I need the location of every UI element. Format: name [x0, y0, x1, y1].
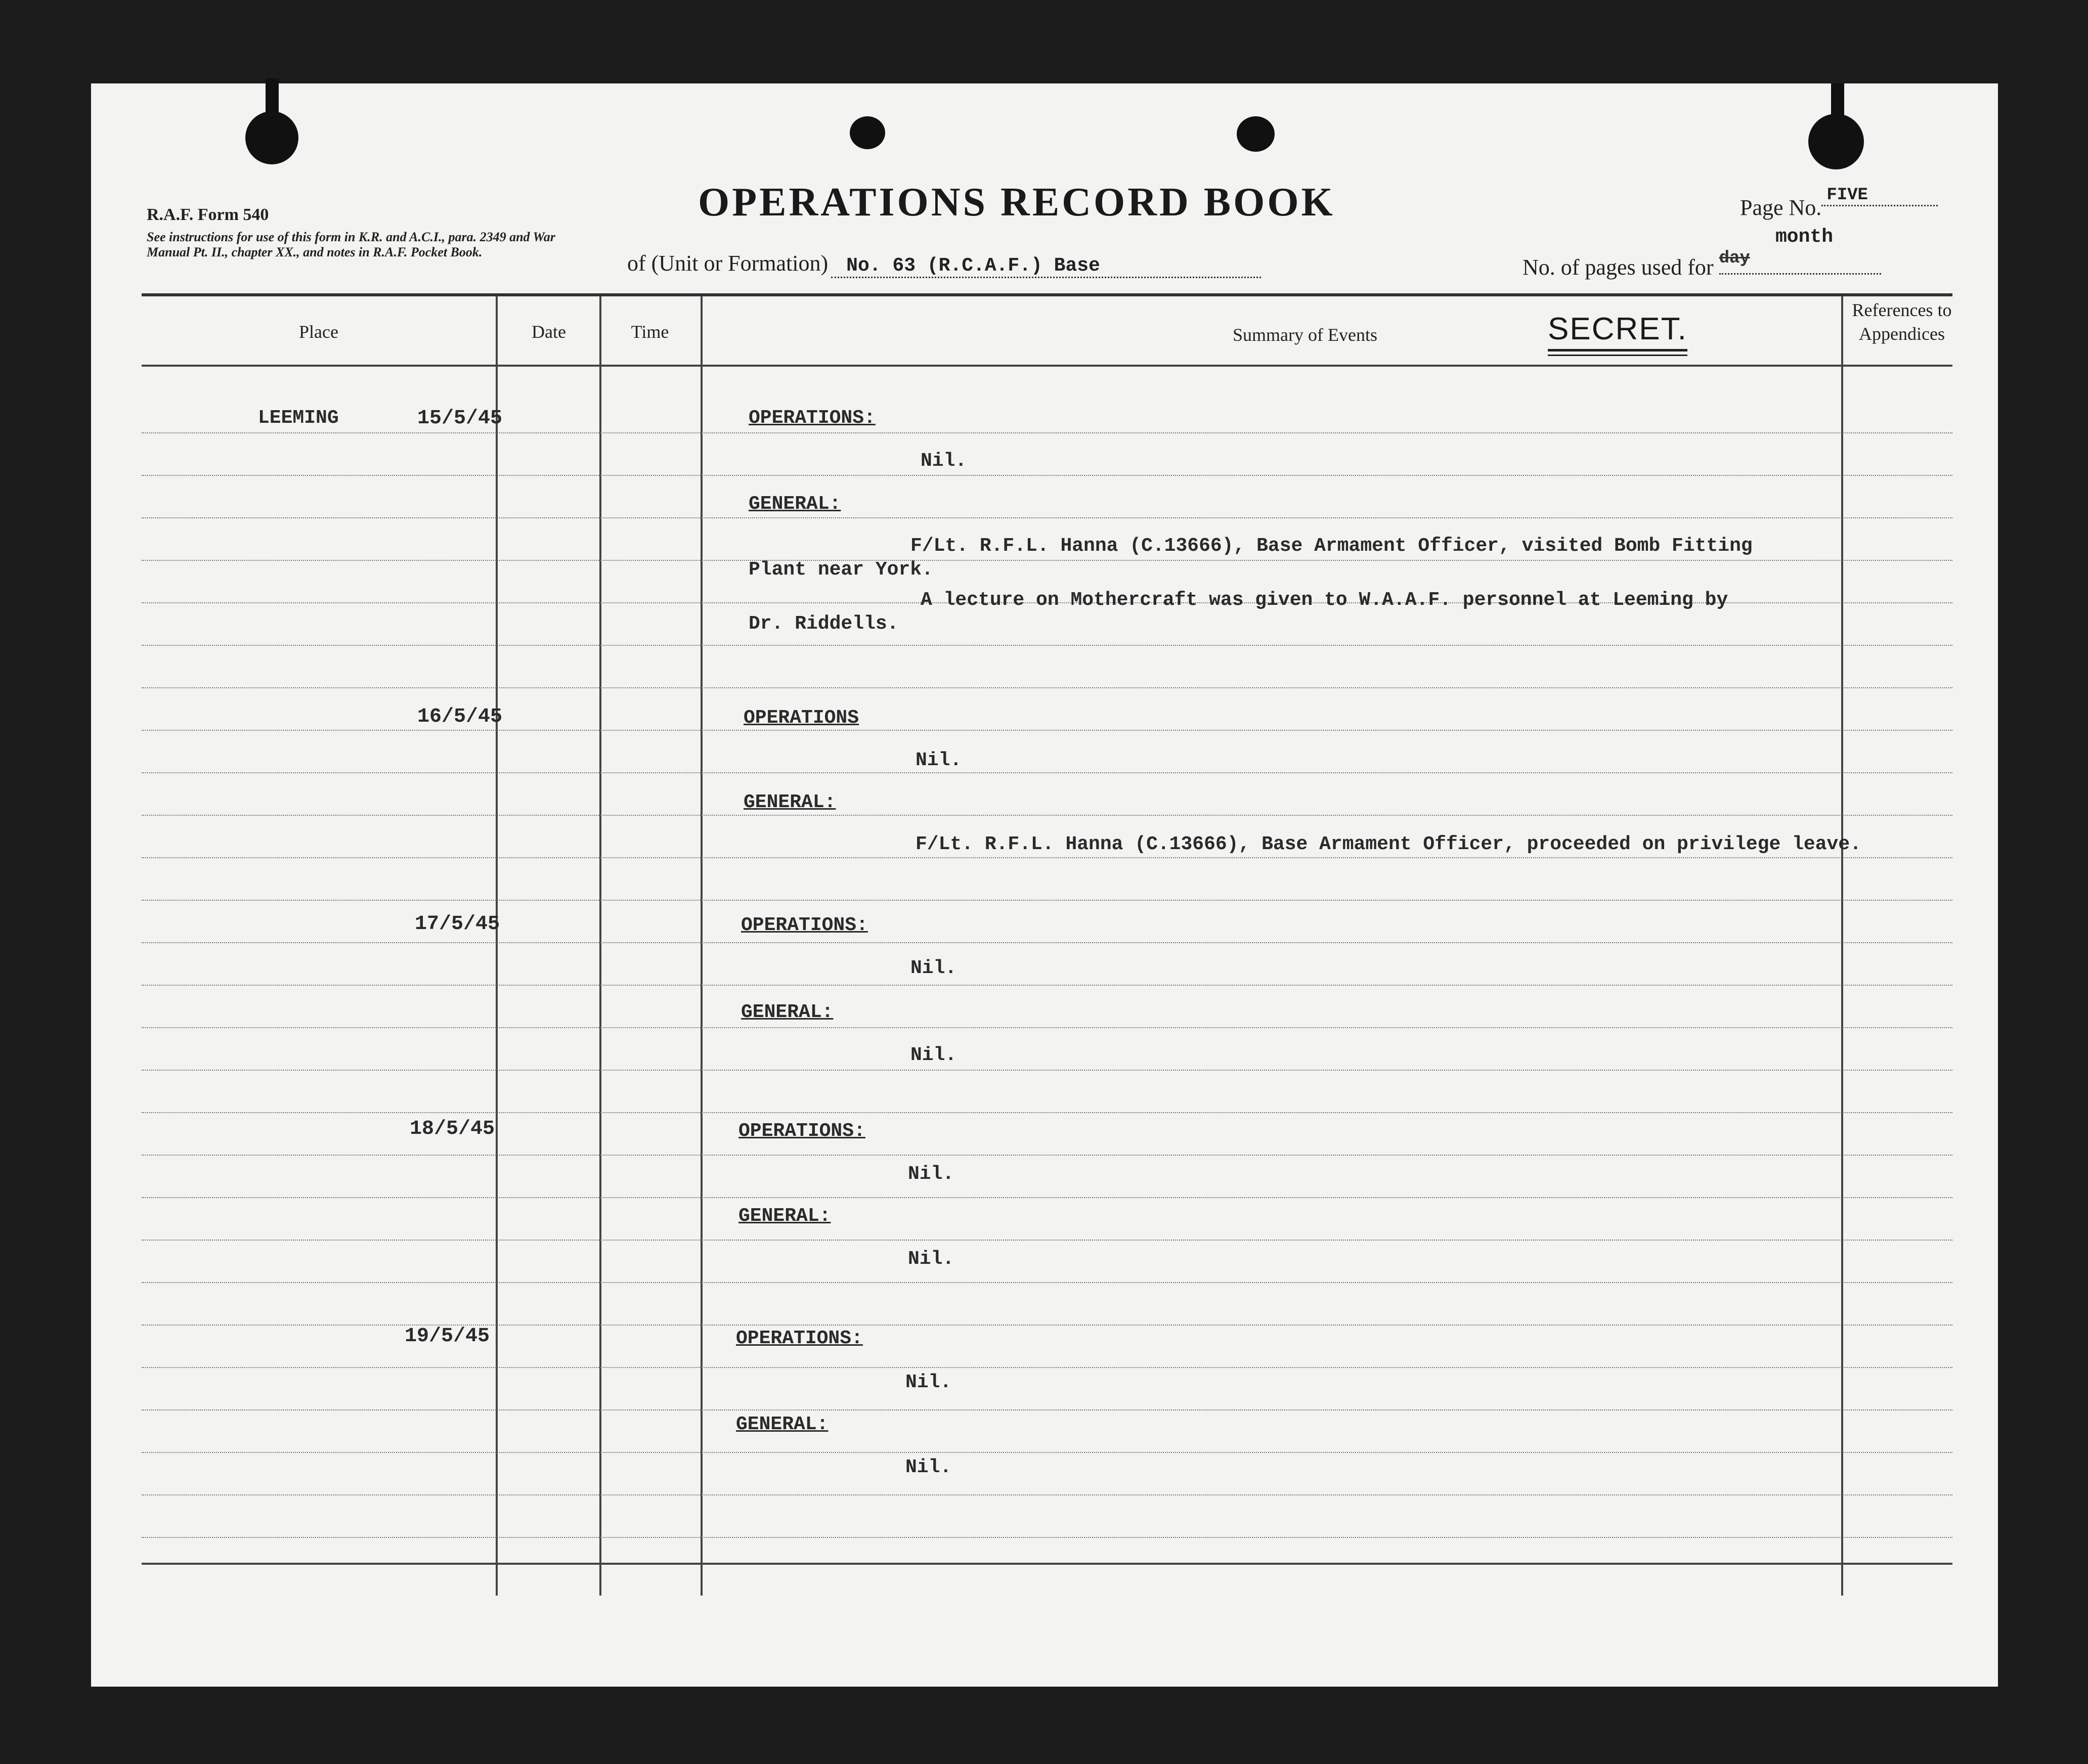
ruled-line [142, 815, 1952, 816]
general-heading: GENERAL: [744, 791, 836, 813]
operations-text: Nil. [921, 450, 967, 472]
page-title: OPERATIONS RECORD BOOK [698, 180, 1335, 225]
page-number-field [1740, 186, 1938, 221]
ruled-line [142, 687, 1952, 688]
form-instructions: See instructions for use of this form in K.R. and A.C.I., para. 2349 and War Manual Pt. II., chapter XX., and notes in R.A.F. Pocket Book. [147, 230, 555, 259]
unit-value: No. 63 (R.C.A.F.) Base [831, 255, 1261, 278]
general-heading: GENERAL: [736, 1414, 829, 1435]
bottom-rule [142, 1563, 1952, 1565]
ruled-line [142, 432, 1952, 433]
page-number-label: Page No. [1740, 195, 1822, 220]
operations-heading: OPERATIONS: [738, 1120, 865, 1142]
ruled-line [142, 1027, 1952, 1028]
ruled-line [142, 730, 1952, 731]
general-text-line: F/Lt. R.F.L. Hanna (C.13666), Base Armament Officer, visited Bomb Fitting [910, 535, 1753, 557]
binder-hole-left [245, 111, 298, 164]
ruled-line [142, 1240, 1952, 1241]
col-header-place: Place [299, 322, 338, 342]
ruled-line [142, 1452, 1952, 1453]
ruled-line [142, 1494, 1952, 1495]
column-header-rule [142, 365, 1952, 367]
general-heading: GENERAL: [738, 1205, 831, 1227]
col-header-references: References to Appendices [1852, 300, 1952, 344]
divider-place-date [496, 296, 498, 1596]
general-text-line: A lecture on Mothercraft was given to W.A.A.F. personnel at Leeming by [921, 589, 1728, 611]
ruled-line [142, 1537, 1952, 1538]
unit-field [627, 250, 1261, 278]
general-text-line: F/Lt. R.F.L. Hanna (C.13666), Base Armament Officer, proceeded on privilege leave. [916, 833, 1861, 855]
general-heading: GENERAL: [741, 1001, 834, 1023]
general-text-line: Dr. Riddells. [749, 613, 899, 635]
form-reference [147, 205, 561, 260]
operations-heading: OPERATIONS: [749, 407, 876, 429]
pages-used-value: month [1775, 226, 1834, 248]
entry-date: 17/5/45 [415, 913, 500, 936]
header-rule [142, 293, 1952, 296]
classification-stamp: SECRET. [1548, 311, 1687, 351]
entry-date: 15/5/45 [417, 407, 503, 430]
ruled-line [142, 645, 1952, 646]
pages-used-field [1522, 249, 1881, 280]
ruled-line [142, 475, 1952, 476]
col-header-summary: Summary of Events [1233, 325, 1377, 345]
col-header-time: Time [631, 322, 669, 342]
divider-date-time [599, 296, 601, 1596]
general-heading: GENERAL: [749, 493, 841, 515]
ruled-line [142, 517, 1952, 518]
col-header-date: Date [532, 322, 566, 342]
operations-text: Nil. [905, 1372, 952, 1393]
ruled-line [142, 942, 1952, 943]
operations-heading: OPERATIONS: [741, 914, 868, 936]
ruled-line [142, 985, 1952, 986]
ruled-line [142, 1112, 1952, 1113]
general-text: Nil. [910, 1044, 957, 1066]
punch-hole-center-right [1237, 116, 1275, 152]
general-text: Nil. [908, 1248, 954, 1270]
pages-used-struck: day [1719, 249, 1750, 268]
general-text: Nil. [905, 1457, 952, 1478]
ruled-line [142, 1155, 1952, 1156]
unit-label: of (Unit or Formation) [627, 251, 829, 276]
operations-text: Nil. [908, 1163, 954, 1185]
divider-summary-references [1841, 296, 1843, 1596]
ruled-line [142, 1367, 1952, 1368]
general-text-line: Plant near York. [749, 559, 933, 581]
ruled-line [142, 857, 1952, 858]
binder-hole-right [1808, 114, 1864, 169]
form-name: R.A.F. Form 540 [147, 205, 269, 224]
ruled-line [142, 772, 1952, 773]
ruled-line [142, 1070, 1952, 1071]
punch-hole-center-left [850, 116, 885, 149]
ruled-line [142, 900, 1952, 901]
place-value: LEEMING [258, 407, 339, 429]
record-sheet [91, 83, 1998, 1687]
divider-time-summary [701, 296, 703, 1596]
entry-date: 16/5/45 [417, 705, 503, 728]
pages-used-label: No. of pages used for [1522, 255, 1714, 280]
pages-used-fill [1719, 249, 1881, 275]
operations-text: Nil. [916, 749, 962, 771]
ruled-line [142, 1409, 1952, 1410]
ruled-line [142, 560, 1952, 561]
page-number-value: FIVE [1821, 186, 1938, 206]
entry-date: 18/5/45 [410, 1118, 495, 1140]
operations-text: Nil. [910, 957, 957, 979]
entry-date: 19/5/45 [405, 1325, 490, 1348]
ruled-line [142, 1197, 1952, 1198]
ruled-line [142, 1282, 1952, 1283]
operations-heading: OPERATIONS: [736, 1328, 863, 1349]
operations-heading: OPERATIONS [744, 707, 859, 729]
